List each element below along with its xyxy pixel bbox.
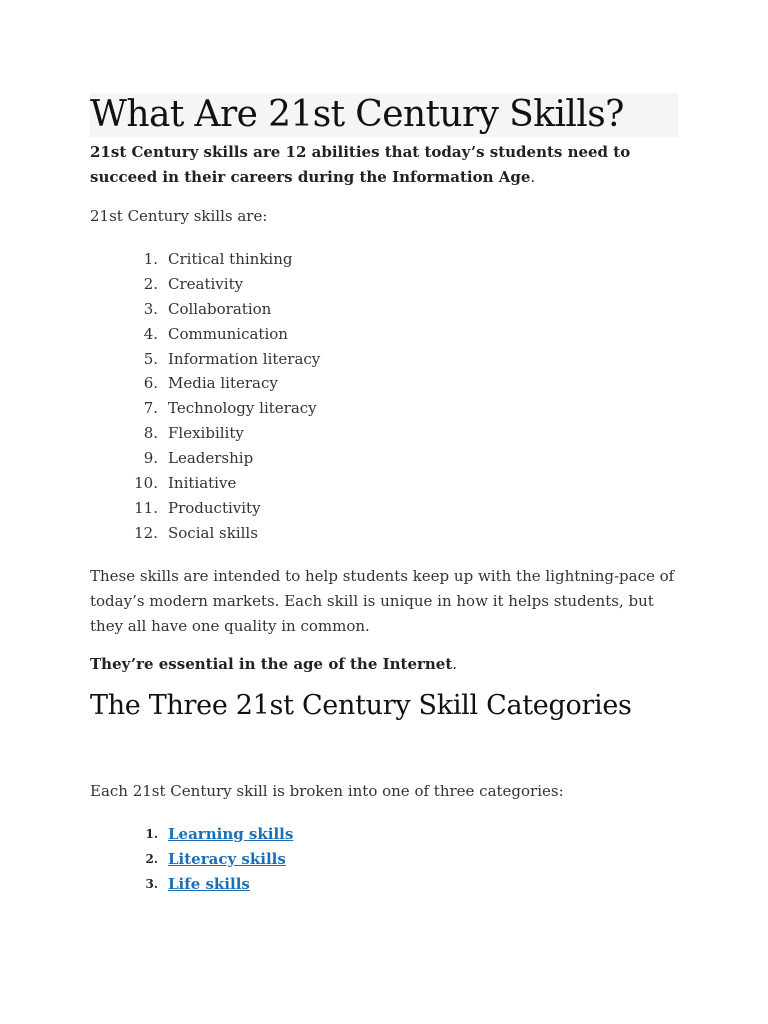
list-number: 2. bbox=[145, 851, 158, 866]
learning-skills-link[interactable]: Learning skills bbox=[168, 825, 294, 843]
life-skills-link[interactable]: Life skills bbox=[168, 874, 250, 893]
list-number: 9. bbox=[143, 449, 158, 468]
list-number: 3. bbox=[143, 299, 158, 318]
intro-period: . bbox=[530, 168, 536, 186]
list-number: 1. bbox=[143, 250, 158, 268]
list-text: Leadership bbox=[168, 449, 254, 468]
essential-statement bbox=[90, 652, 457, 677]
categories-lead: Each 21st Century skill is broken into one of three categories: bbox=[90, 782, 564, 800]
list-text: Productivity bbox=[168, 498, 261, 517]
list-text: Technology literacy bbox=[168, 399, 317, 418]
list-number: 12. bbox=[134, 523, 158, 542]
list-number: 10. bbox=[134, 474, 158, 493]
essential-bold-text: They’re essential in the age of the Internet bbox=[90, 655, 453, 673]
essential-period: . bbox=[452, 655, 458, 673]
skills-lead: 21st Century skills are: bbox=[90, 207, 268, 225]
page-title: What Are 21st Century Skills? bbox=[90, 93, 678, 137]
list-text: Collaboration bbox=[168, 299, 272, 318]
list-number: 11. bbox=[134, 498, 158, 517]
list-number: 2. bbox=[143, 274, 158, 293]
list-number: 3. bbox=[145, 876, 158, 891]
list-number: 5. bbox=[143, 349, 158, 368]
list-number: 8. bbox=[143, 424, 158, 443]
body-paragraph: These skills are intended to help students keep up with the lightning-pace of today’s modern markets. Each skill is unique in how it helps students, but they all have one quality in common. bbox=[90, 567, 675, 635]
list-text: Critical thinking bbox=[168, 250, 293, 268]
list-number: 1. bbox=[145, 827, 158, 841]
intro-bold-text: 21st Century skills are 12 abilities that today’s students need to succeed in their careers during the Information Age bbox=[90, 143, 631, 186]
list-number: 7. bbox=[143, 399, 158, 418]
list-text: Initiative bbox=[168, 474, 237, 493]
list-text: Communication bbox=[168, 324, 288, 343]
list-number: 6. bbox=[143, 374, 158, 393]
list-text: Flexibility bbox=[168, 424, 244, 443]
list-text: Social skills bbox=[168, 523, 258, 542]
intro-statement bbox=[90, 140, 680, 190]
literacy-skills-link[interactable]: Literacy skills bbox=[168, 849, 286, 868]
list-text: Media literacy bbox=[168, 374, 278, 393]
list-text: Information literacy bbox=[168, 349, 321, 368]
list-number: 4. bbox=[143, 324, 158, 343]
section-heading: The Three 21st Century Skill Categories bbox=[90, 690, 632, 721]
list-text: Creativity bbox=[168, 274, 244, 293]
